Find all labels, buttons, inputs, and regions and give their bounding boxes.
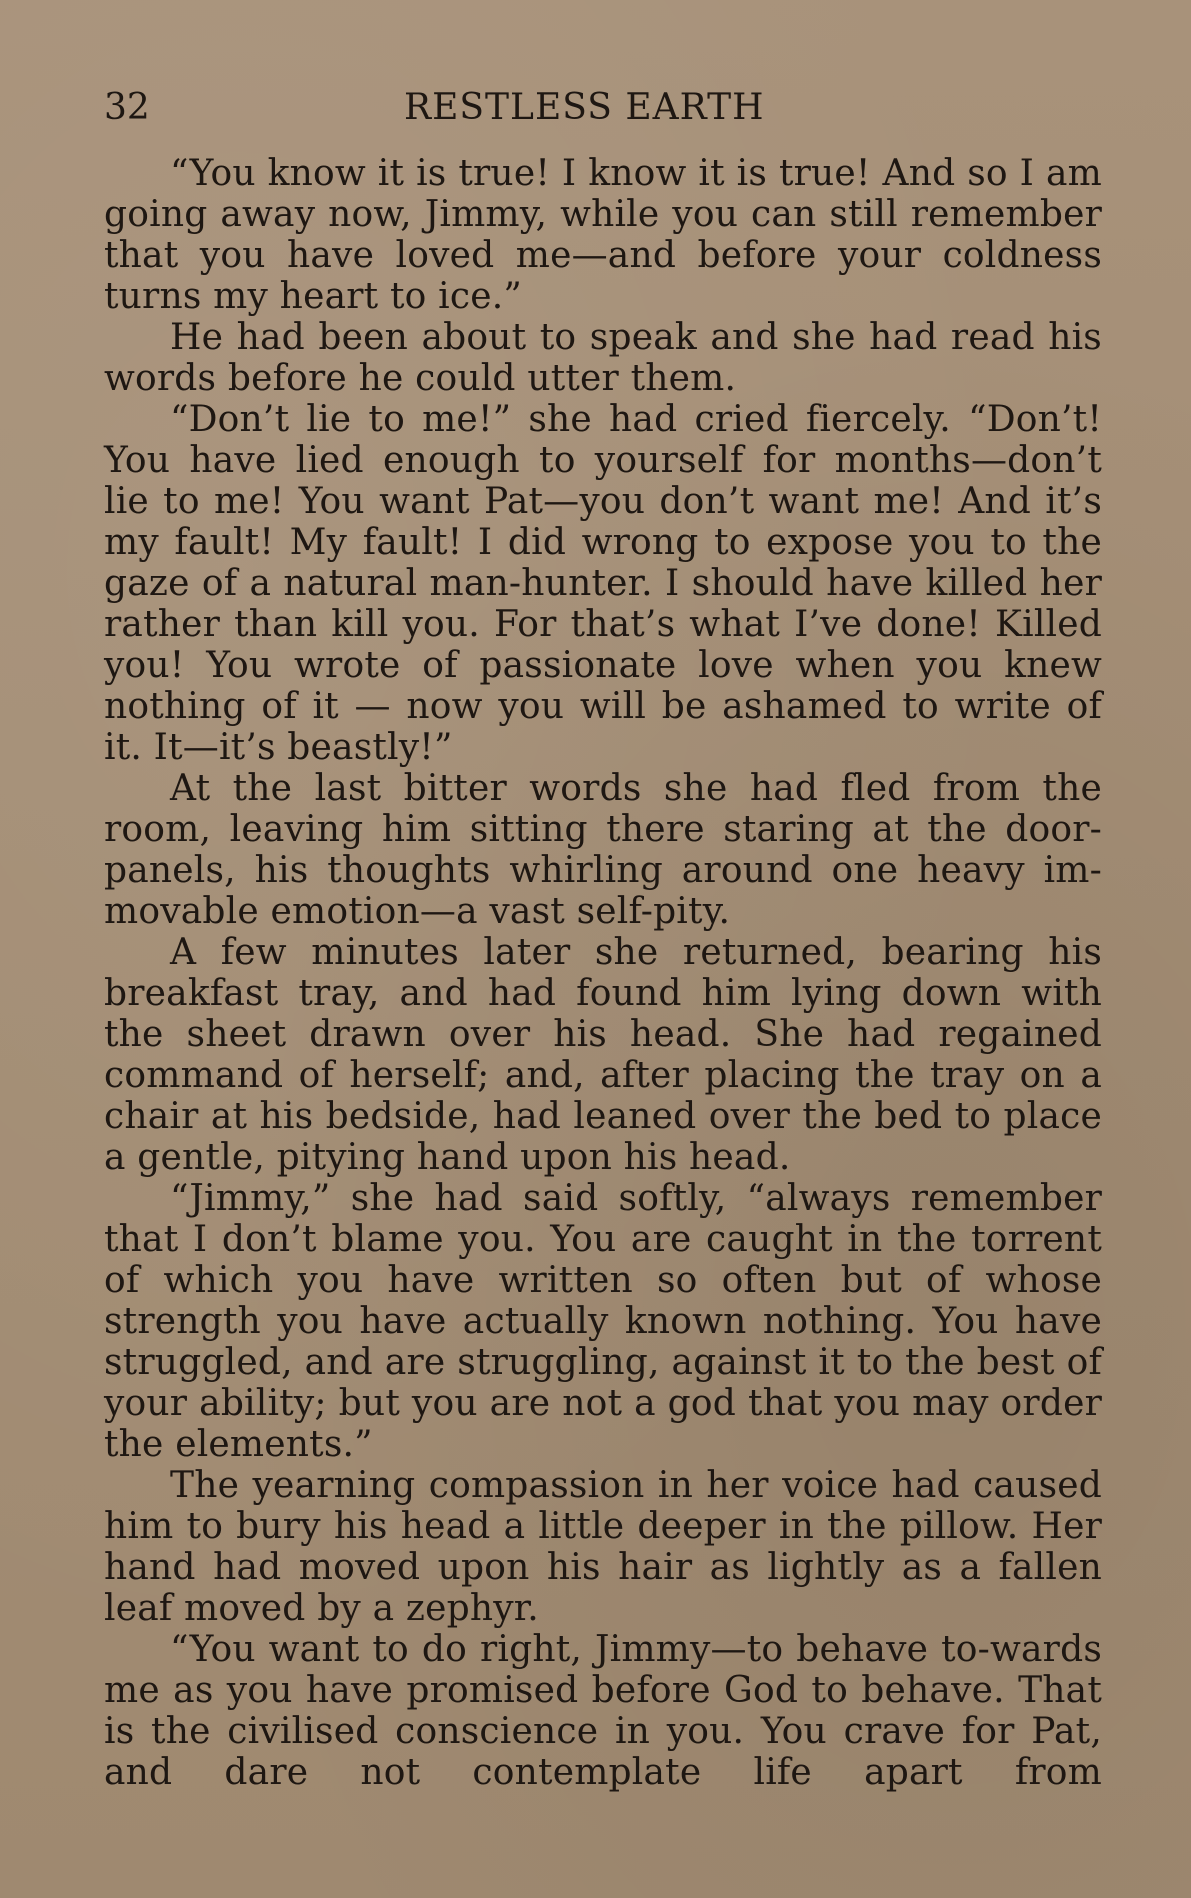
paragraph: “You want to do right, Jimmy—to behave to-wards me as you have promised before God to behave. That is the civilised conscience in you. You crave for Pat, and dare not contemplate life apart from <box>104 1629 1102 1793</box>
running-title: RESTLESS EARTH <box>404 87 765 128</box>
paragraph: The yearning compassion in her voice had caused him to bury his head a little deeper in the pillow. Her hand had moved upon his hair as lightly as a fallen leaf moved by a zephyr. <box>104 1465 1102 1629</box>
paragraph: At the last bitter words she had fled from the room, leaving him sitting there staring at the door-panels, his thoughts whirling around one heavy im-movable emotion—a vast self-pity. <box>104 768 1102 932</box>
paragraph: He had been about to speak and she had read his words before he could utter them. <box>104 317 1102 399</box>
paragraph: “You know it is true! I know it is true! And so I am going away now, Jimmy, while you can still remember that you have loved me—and before your coldness turns my heart to ice.” <box>104 153 1102 317</box>
page-header <box>104 82 1102 134</box>
page-number: 32 <box>104 87 150 128</box>
body-text <box>104 153 1102 1793</box>
paragraph: “Jimmy,” she had said softly, “always remember that I don’t blame you. You are caught in the torrent of which you have written so often but of whose strength you have actually known nothing. You have struggled, and are struggling, against it to the best of your ability; but you are not a god that you may order the elements.” <box>104 1178 1102 1465</box>
paragraph: A few minutes later she returned, bearing his breakfast tray, and had found him lying down with the sheet drawn over his head. She had regained command of herself; and, after placing the tray on a chair at his bedside, had leaned over the bed to place a gentle, pitying hand upon his head. <box>104 932 1102 1178</box>
paragraph: “Don’t lie to me!” she had cried fiercely. “Don’t! You have lied enough to yourself for months—don’t lie to me! You want Pat—you don’t want me! And it’s my fault! My fault! I did wrong to expose you to the gaze of a natural man-hunter. I should have killed her rather than kill you. For that’s what I’ve done! Killed you! You wrote of passionate love when you knew nothing of it — now you will be ashamed to write of it. It—it’s beastly!” <box>104 399 1102 768</box>
